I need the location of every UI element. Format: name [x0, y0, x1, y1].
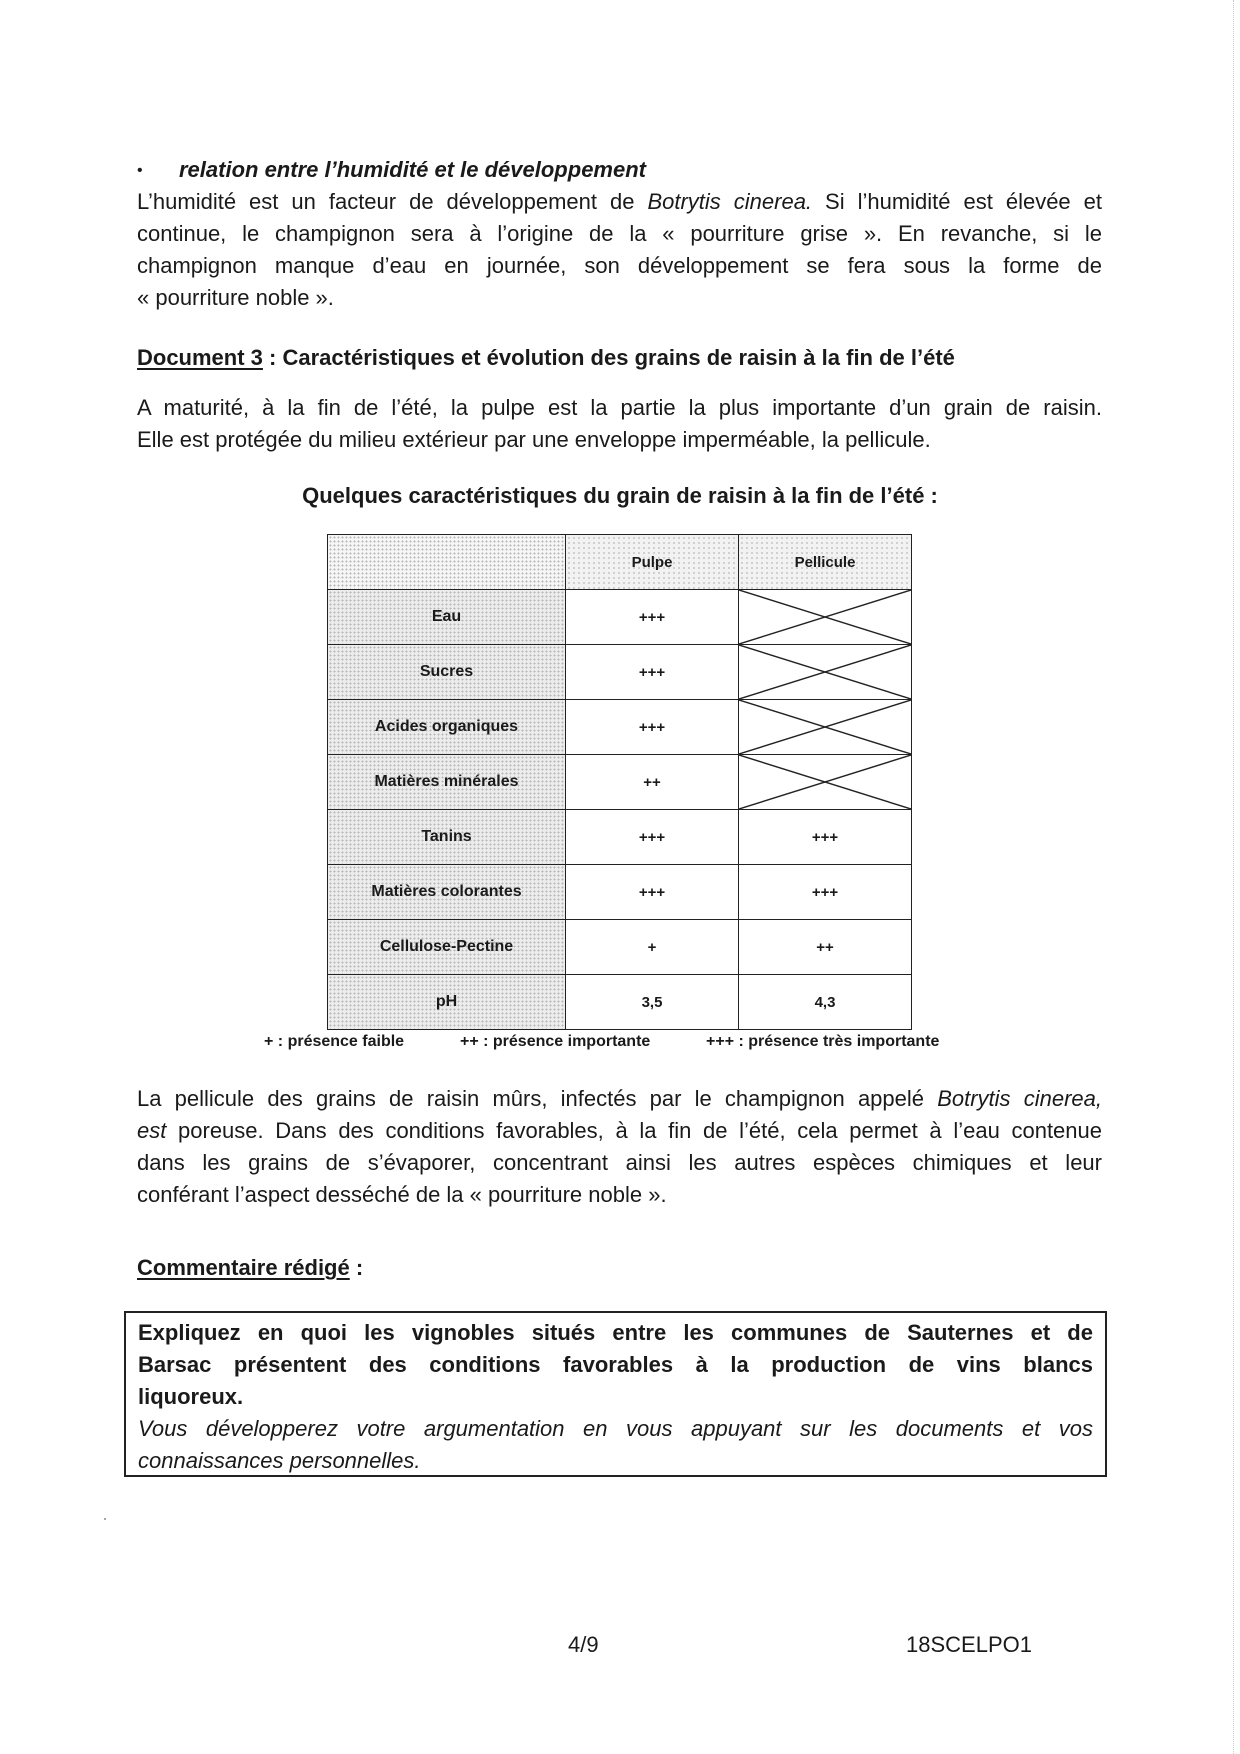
not-applicable-cross-icon	[739, 755, 911, 809]
row-label: Sucres	[328, 645, 566, 700]
pellicule-paragraph	[137, 1083, 1102, 1211]
paragraph-line: conférant l’aspect desséché de la « pourriture noble ».	[137, 1182, 667, 1207]
pellicule-value: ++	[739, 920, 912, 975]
row-label: Matières minérales	[328, 755, 566, 810]
table-row	[328, 590, 912, 645]
pulpe-value: +	[566, 920, 739, 975]
commentaire-heading: Commentaire rédigé :	[137, 1255, 364, 1280]
document3-heading	[137, 342, 955, 374]
paragraph-line: est poreuse. Dans des conditions favorables, à la fin de l’été, cela permet à l’eau contenue	[137, 1118, 1102, 1143]
grape-characteristics-table	[327, 534, 912, 1030]
pulpe-value: 3,5	[566, 975, 739, 1030]
document3-intro	[137, 392, 1102, 456]
table-row	[328, 810, 912, 865]
table-header-row	[328, 535, 912, 590]
paragraph-line: champignon manque d’eau en journée, son développement se fera sous la forme de	[137, 253, 1102, 278]
document3-title: : Caractéristiques et évolution des grains de raisin à la fin de l’été	[262, 345, 955, 370]
table-row	[328, 975, 912, 1030]
table-title: Quelques caractéristiques du grain de raisin à la fin de l’été :	[302, 483, 938, 508]
page-number: 4/9	[568, 1632, 599, 1657]
paragraph-line: « pourriture noble ».	[137, 285, 334, 310]
scan-speck	[104, 1518, 106, 1520]
pellicule-not-applicable	[739, 645, 912, 700]
row-label: Tanins	[328, 810, 566, 865]
table-row	[328, 755, 912, 810]
paragraph-line: dans les grains de s’évaporer, concentrant ainsi les autres espèces chimiques et leur	[137, 1150, 1102, 1175]
instruction-line: Vous développerez votre argumentation en vous appuyant sur les documents et vos	[138, 1416, 1093, 1441]
bullet-title: relation entre l’humidité et le développement	[179, 157, 646, 182]
pulpe-value: +++	[566, 590, 739, 645]
table-row	[328, 700, 912, 755]
pellicule-not-applicable	[739, 700, 912, 755]
pellicule-value: 4,3	[739, 975, 912, 1030]
pellicule-value: +++	[739, 865, 912, 920]
row-label: pH	[328, 975, 566, 1030]
scan-edge-line	[1233, 0, 1235, 1754]
not-applicable-cross-icon	[739, 590, 911, 644]
paragraph-line: continue, le champignon sera à l’origine de la « pourriture grise ». En revanche, si le	[137, 221, 1102, 246]
column-header-pellicule: Pellicule	[739, 535, 912, 590]
document-code: 18SCELPO1	[906, 1632, 1032, 1657]
pellicule-not-applicable	[739, 755, 912, 810]
pulpe-value: +++	[566, 865, 739, 920]
legend-tres-importante: +++ : présence très importante	[706, 1033, 940, 1050]
intro-line: A maturité, à la fin de l’été, la pulpe est la partie la plus importante d’un grain de raisin.	[137, 395, 1102, 420]
instruction-line: connaissances personnelles.	[138, 1448, 421, 1473]
legend-importante: ++ : présence importante	[460, 1033, 651, 1050]
commentaire-label: Commentaire rédigé	[137, 1255, 350, 1280]
column-header-pulpe: Pulpe	[566, 535, 739, 590]
row-label: Eau	[328, 590, 566, 645]
pellicule-value: +++	[739, 810, 912, 865]
table-row	[328, 865, 912, 920]
pulpe-value: ++	[566, 755, 739, 810]
table-corner-cell	[328, 535, 566, 590]
table-row	[328, 920, 912, 975]
pulpe-value: +++	[566, 810, 739, 865]
not-applicable-cross-icon	[739, 645, 911, 699]
paragraph-line: La pellicule des grains de raisin mûrs, infectés par le champignon appelé Botrytis cinerea,	[137, 1086, 1102, 1111]
not-applicable-cross-icon	[739, 700, 911, 754]
question-line: Barsac présentent des conditions favorables à la production de vins blancs	[138, 1352, 1093, 1377]
pellicule-not-applicable	[739, 590, 912, 645]
bullet-heading	[137, 154, 646, 187]
row-label: Cellulose-Pectine	[328, 920, 566, 975]
intro-line: Elle est protégée du milieu extérieur par une enveloppe imperméable, la pellicule.	[137, 427, 931, 452]
bullet-icon: •	[137, 162, 143, 179]
question-line: Expliquez en quoi les vignobles situés entre les communes de Sauternes et de	[138, 1320, 1093, 1345]
question-line: liquoreux.	[138, 1384, 244, 1409]
pulpe-value: +++	[566, 645, 739, 700]
question-box	[124, 1311, 1107, 1477]
pulpe-value: +++	[566, 700, 739, 755]
row-label: Acides organiques	[328, 700, 566, 755]
legend-faible: + : présence faible	[264, 1033, 405, 1050]
humidity-paragraph	[137, 186, 1102, 314]
row-label: Matières colorantes	[328, 865, 566, 920]
table-row	[328, 645, 912, 700]
paragraph-line: L’humidité est un facteur de développement de Botrytis cinerea. Si l’humidité est élevée et	[137, 189, 1102, 214]
document3-label: Document 3	[137, 345, 263, 370]
